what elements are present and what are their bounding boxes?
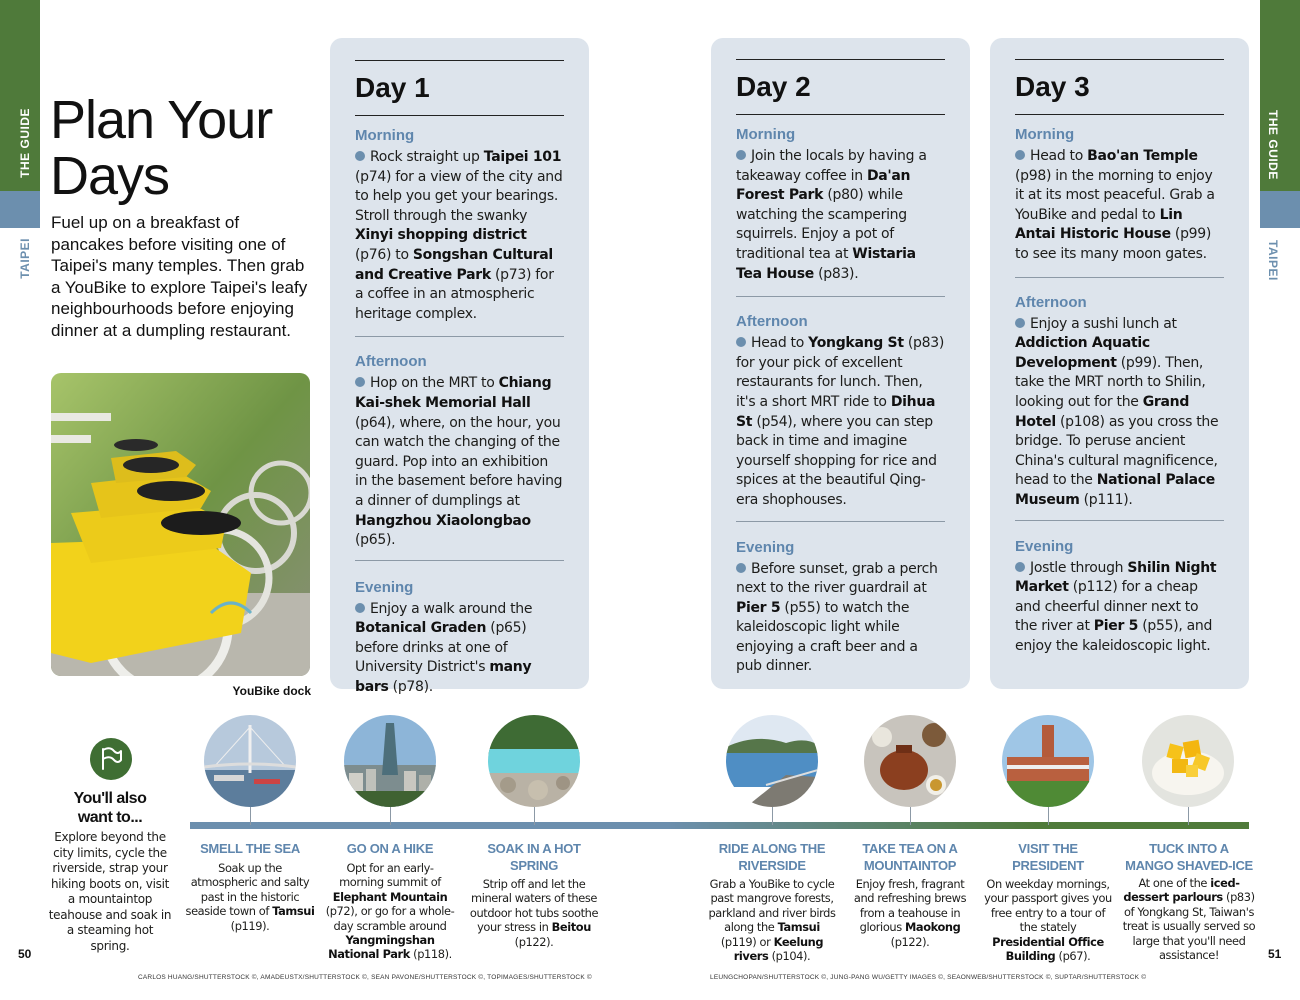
intro-text: Fuel up on a breakfast of pancakes before visiting one of Taipei's many temples. Then grab a YouBike to explore Taipei's leafy neighbourhoods before enjoying dinner at a dumpling restaurant. bbox=[51, 213, 308, 340]
day-3-morning-text: Head to Bao'an Temple (p98) in the morning to enjoy it at its most peaceful. Grab a YouBike and pedal to Lin Antai Historic House (p99) to see its many moon gates. bbox=[1015, 148, 1215, 262]
activity-text: On weekday mornings, your passport gives you free entry to a tour of the stately Presidential Office Building (p67). bbox=[984, 877, 1112, 964]
bullet-dot bbox=[736, 337, 746, 347]
day-3-afternoon-text: Enjoy a sushi lunch at Addiction Aquatic Development (p99). Then, take the MRT north to Shilin, looking out for the Grand Hotel (p108) as you cross the bridge. To peruse ancient China's cultural magnificence, head to the National Palace Museum (p111). bbox=[1015, 315, 1219, 508]
day-2-evening-label: Evening bbox=[736, 538, 795, 556]
youbike-photo bbox=[51, 373, 310, 676]
activity-text: Grab a YouBike to cycle past mangrove forests, parkland and river birds along the Tamsui (p119) or Keelung rivers (p104). bbox=[708, 877, 836, 964]
right-city-label: TAIPEI bbox=[1266, 240, 1280, 281]
divider bbox=[736, 296, 945, 297]
day-2-morning-text: Join the locals by having a takeaway coffee in Da'an Forest Park (p80) while watching the scampering squirrels. Enjoy a pot of traditional tea at Wistaria Tea House (p83). bbox=[736, 148, 927, 282]
day-1-title: Day 1 bbox=[355, 72, 430, 103]
day-2-evening-text: Before sunset, grab a perch next to the river guardrail at Pier 5 (p55) to watch the kaleidoscopic light while enjoying a craft beer and a pub dinner. bbox=[736, 560, 938, 675]
day-3-title: Day 3 bbox=[1015, 71, 1090, 102]
timeline-tick bbox=[534, 807, 535, 825]
activity-text: Strip off and let the mineral waters of these outdoor hot tubs soothe your stress in Beitou (p122). bbox=[469, 877, 599, 949]
divider bbox=[355, 60, 564, 61]
day-2-title: Day 2 bbox=[736, 71, 811, 102]
timeline-tick bbox=[1188, 807, 1189, 825]
page-title bbox=[50, 92, 272, 204]
divider bbox=[736, 59, 945, 60]
teahouse-photo bbox=[864, 715, 956, 807]
divider bbox=[355, 560, 564, 561]
bullet-dot bbox=[1015, 318, 1025, 328]
photo-credits-right: LEUNGCHOPAN/SHUTTERSTOCK ©, JUNG-PANG WU/GETTY IMAGES ©, SEAONWEB/SHUTTERSTOCK ©, SUPTAR/SHUTTERSTOCK © bbox=[710, 974, 1147, 981]
page-number-left: 50 bbox=[18, 947, 32, 961]
bullet-dot bbox=[355, 151, 365, 161]
flag-icon bbox=[90, 738, 132, 780]
day-3-morning-label: Morning bbox=[1015, 126, 1075, 143]
activity-text: Opt for an early-morning summit of Elephant Mountain (p72), or go for a whole-day scramble around Yangmingshan National Park (p118). bbox=[325, 861, 455, 962]
mango-shaved-ice-photo bbox=[1142, 715, 1234, 807]
youbike-illustration bbox=[51, 373, 310, 676]
divider bbox=[1015, 520, 1224, 521]
left-city-label: TAIPEI bbox=[18, 238, 32, 279]
divider bbox=[1015, 114, 1224, 115]
activity-heading: VISIT THE PRESIDENT bbox=[1012, 841, 1084, 873]
timeline-tick bbox=[1048, 807, 1049, 825]
day-1-morning-label: Morning bbox=[355, 127, 415, 144]
activity-heading: GO ON A HIKE bbox=[346, 841, 434, 856]
bullet-dot bbox=[736, 150, 746, 160]
activity-heading: RIDE ALONG THE RIVERSIDE bbox=[718, 841, 826, 873]
activity-heading: TUCK INTO A MANGO SHAVED-ICE bbox=[1125, 841, 1253, 873]
right-guide-label: THE GUIDE bbox=[1266, 110, 1280, 180]
timeline-tick bbox=[910, 807, 911, 825]
day-1-afternoon-label: Afternoon bbox=[355, 353, 427, 371]
day-2-morning-label: Morning bbox=[736, 126, 796, 143]
photo-credits-left: CARLOS HUANG/SHUTTERSTOCK ©, AMADEUSTX/SHUTTERSTOCK ©, SEAN PAVONE/SHUTTERSTOCK ©, TOPIMAGES/SHUTTERSTOCK © bbox=[138, 974, 592, 981]
activity-text: At one of the iced-dessert parlours (p83) of Yongkang St, Taiwan's treat is usually served so large that you'll need assistance! bbox=[1122, 876, 1256, 963]
bullet-dot bbox=[355, 603, 365, 613]
presidential-office-photo bbox=[1002, 715, 1094, 807]
activity-text: Enjoy fresh, fragrant and refreshing brews from a teahouse in glorious Maokong (p122). bbox=[853, 877, 967, 949]
day-2-afternoon-label: Afternoon bbox=[736, 313, 808, 331]
bullet-dot bbox=[736, 563, 746, 573]
activity-heading: TAKE TEA ON A MOUNTAINTOP bbox=[862, 841, 958, 873]
timeline-bar bbox=[190, 822, 1249, 829]
left-guide-label: THE GUIDE bbox=[18, 108, 32, 178]
day-2-card bbox=[711, 38, 970, 689]
divider bbox=[1015, 59, 1224, 60]
day-1-afternoon-text: Hop on the MRT to Chiang Kai-shek Memorial Hall (p64), where, on the hour, you can watch the changing of the guard. Pop into an exhibition in the basement before having a dinner of dumplings at Hangzhou Xiaolongbao (p65). bbox=[355, 375, 563, 549]
divider bbox=[736, 114, 945, 115]
activity-heading: SMELL THE SEA bbox=[200, 841, 300, 856]
page-title-line2: Days bbox=[50, 146, 170, 206]
divider bbox=[355, 115, 564, 116]
hot-spring-photo bbox=[488, 715, 580, 807]
divider bbox=[1015, 277, 1224, 278]
day-3-card bbox=[990, 38, 1249, 689]
page-number-right: 51 bbox=[1268, 947, 1282, 961]
bullet-dot bbox=[1015, 562, 1025, 572]
timeline-tick bbox=[390, 807, 391, 825]
left-city-tab bbox=[0, 191, 40, 228]
sea-bridge-photo bbox=[204, 715, 296, 807]
day-1-evening-label: Evening bbox=[355, 578, 414, 596]
day-2-afternoon-text: Head to Yongkang St (p83) for your pick of excellent restaurants for lunch. Then, it's a short MRT ride to Dihua St (p54), where you can step back in time and imagine yourself shopping for rice and spices at the beautiful Qing-era shophouses. bbox=[736, 335, 945, 508]
riverside-photo bbox=[726, 715, 818, 807]
day-1-card bbox=[330, 38, 589, 696]
taipei101-photo bbox=[344, 715, 436, 807]
divider bbox=[355, 336, 564, 337]
day-1-morning-text: Rock straight up Taipei 101 (p74) for a view of the city and to help you get your bearings. Stroll through the swanky Xinyi shopping district (p76) to Songshan Cultural and Creative Park (p73) for a coffee in an atmospheric heritage complex. bbox=[355, 149, 563, 322]
also-want-title: You'll also want to... bbox=[73, 790, 147, 826]
bullet-dot bbox=[355, 377, 365, 387]
timeline-tick bbox=[772, 807, 773, 825]
bullet-dot bbox=[1015, 150, 1025, 160]
also-want-text: Explore beyond the city limits, cycle the riverside, strap your hiking boots on, visit a mountaintop teahouse and soak in a steaming hot spring. bbox=[48, 830, 172, 953]
day-3-evening-label: Evening bbox=[1015, 537, 1074, 555]
page-title-line1: Plan Your bbox=[50, 90, 273, 150]
photo-caption: YouBike dock bbox=[232, 684, 311, 698]
day-3-evening-text: Jostle through Shilin Night Market (p112) for a cheap and cheerful dinner next to the river at Pier 5 (p55), and enjoy the kaleidoscopic light. bbox=[1015, 559, 1217, 654]
activity-heading: SOAK IN A HOT SPRING bbox=[487, 841, 581, 873]
timeline-tick bbox=[250, 807, 251, 825]
day-1-evening-text: Enjoy a walk around the Botanical Graden (p65) before drinks at one of University District's many bars (p78). bbox=[355, 600, 533, 696]
day-3-afternoon-label: Afternoon bbox=[1015, 293, 1087, 311]
divider bbox=[736, 521, 945, 522]
activity-text: Soak up the atmospheric and salty past in the historic seaside town of Tamsui (p119). bbox=[185, 861, 315, 933]
right-city-tab bbox=[1260, 191, 1300, 228]
